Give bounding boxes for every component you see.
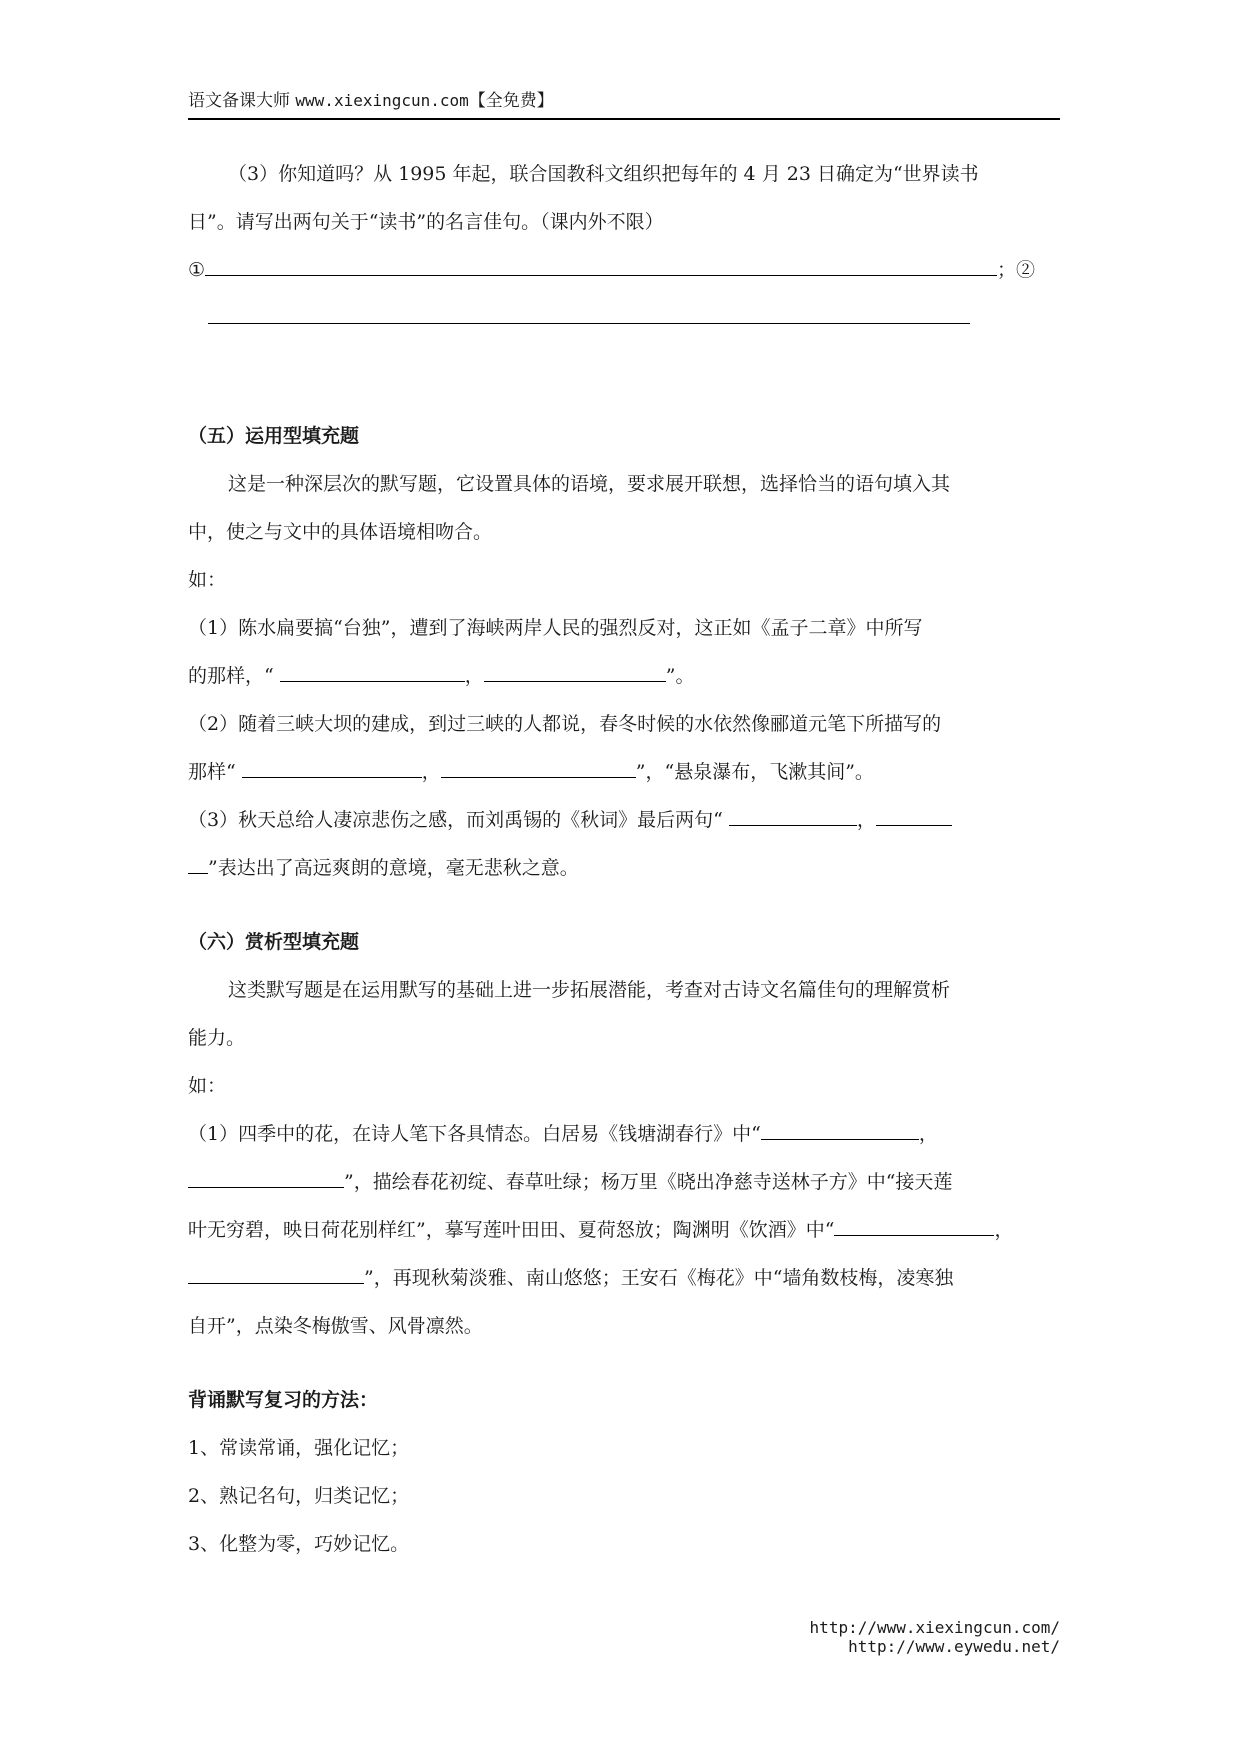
answer-blank-1[interactable]: [205, 251, 997, 276]
item2-suffix: ”，“悬泉瀑布，飞漱其间”。: [635, 761, 874, 783]
s6-blank-2[interactable]: [188, 1163, 344, 1188]
section5-desc2: 中，使之与文中的具体语境相吻合。: [188, 521, 493, 543]
s6-line3-comma: ，: [994, 1219, 1014, 1241]
item1-comma: ，: [464, 665, 484, 687]
section6-example-label: 如：: [188, 1075, 227, 1097]
item3-comma: ，: [856, 809, 876, 831]
method-item-2: 2、熟记名句，归类记忆；: [188, 1485, 410, 1507]
s6-line1-text: （1）四季中的花，在诗人笔下各具情态。白居易《钱塘湖春行》中“: [188, 1123, 761, 1145]
item2-blank-2[interactable]: [441, 753, 636, 778]
section6-desc1: 这类默写题是在运用默写的基础上进一步拓展潜能，考查对古诗文名篇佳句的理解赏析: [228, 979, 951, 1001]
section6-line5: 自开”，点染冬梅傲雪、风骨凛然。: [188, 1315, 483, 1337]
page-header: [188, 84, 1060, 120]
header-site[interactable]: www.xiexingcun.com: [295, 91, 469, 110]
section5-item3-line2: [188, 844, 1068, 892]
section6-title: （六）赏析型填充题: [188, 931, 360, 953]
s6-blank-1[interactable]: [761, 1115, 919, 1140]
item3-prefix: （3）秋天总给人凄凉悲伤之感，而刘禹锡的《秋词》最后两句“: [188, 809, 729, 831]
item1-suffix: ”。: [665, 665, 695, 687]
section6-line3: [188, 1206, 1068, 1254]
s6-line1-comma: ，: [918, 1123, 938, 1145]
item2-blank-1[interactable]: [242, 753, 422, 778]
section5-item2-line2: [188, 748, 1068, 796]
method-item-3: 3、化整为零，巧妙记忆。: [188, 1533, 410, 1555]
answer-separator: ；②: [997, 259, 1036, 281]
item1-blank-2[interactable]: [484, 657, 666, 682]
document-body: [188, 150, 1068, 1568]
q3-answer-line2: [188, 294, 1068, 342]
section5-title: （五）运用型填充题: [188, 425, 360, 447]
section5-desc1: 这是一种深层次的默写题，它设置具体的语境，要求展开联想，选择恰当的语句填入其: [228, 473, 951, 495]
item3-blank-1[interactable]: [729, 801, 857, 826]
q3-line2: 日”。请写出两句关于“读书”的名言佳句。（课内外不限）: [188, 211, 664, 233]
item3-suffix: ”表达出了高远爽朗的意境，毫无悲秋之意。: [208, 857, 579, 879]
section6-line4: [188, 1254, 1068, 1302]
section5-item2-line1: （2）随着三峡大坝的建成，到过三峡的人都说，春冬时候的水依然像郦道元笔下所描写的: [188, 713, 942, 735]
s6-blank-4[interactable]: [188, 1259, 364, 1284]
answer-mark-1: ①: [188, 259, 206, 281]
section5-example-label: 如：: [188, 569, 227, 591]
page-footer[interactable]: http://www.xiexingcun.com/ http://www.eywedu.net/: [809, 1618, 1060, 1656]
item3-blank-2b[interactable]: [188, 849, 208, 874]
methods-title: 背诵默写复习的方法：: [188, 1389, 379, 1411]
answer-blank-2[interactable]: [208, 299, 970, 324]
s6-line4-text: ”，再现秋菊淡雅、南山悠悠；王安石《梅花》中“墙角数枝梅，凌寒独: [364, 1267, 954, 1289]
q3-answer-line1: [188, 246, 1068, 294]
method-item-1: 1、常读常诵，强化记忆；: [188, 1437, 410, 1459]
section5-item1-line1: （1）陈水扁要搞“台独”，遭到了海峡两岸人民的强烈反对，这正如《孟子二章》中所写: [188, 617, 923, 639]
section6-desc2: 能力。: [188, 1027, 246, 1049]
s6-line2-text: ”，描绘春花初绽、春草吐绿；杨万里《晓出净慈寺送林子方》中“接天莲: [344, 1171, 953, 1193]
section5-item1-line2: [188, 652, 1068, 700]
q3-line1: （3）你知道吗？从 1995 年起，联合国教科文组织把每年的 4 月 23 日确定为“世界读书: [228, 163, 979, 185]
section6-line1: [188, 1110, 1068, 1158]
s6-blank-3[interactable]: [834, 1211, 994, 1236]
item3-blank-2a[interactable]: [876, 801, 952, 826]
item2-prefix: 那样“: [188, 761, 242, 783]
header-tag: 【全免费】: [468, 91, 554, 111]
item1-prefix: 的那样，“: [188, 665, 280, 687]
item1-blank-1[interactable]: [280, 657, 465, 682]
section6-line2: [188, 1158, 1068, 1206]
header-title: 语文备课大师: [188, 91, 296, 111]
s6-line3-text: 叶无穷碧，映日荷花别样红”，摹写莲叶田田、夏荷怒放；陶渊明《饮酒》中“: [188, 1219, 835, 1241]
item2-comma: ，: [421, 761, 441, 783]
section5-item3-line1: [188, 796, 1068, 844]
